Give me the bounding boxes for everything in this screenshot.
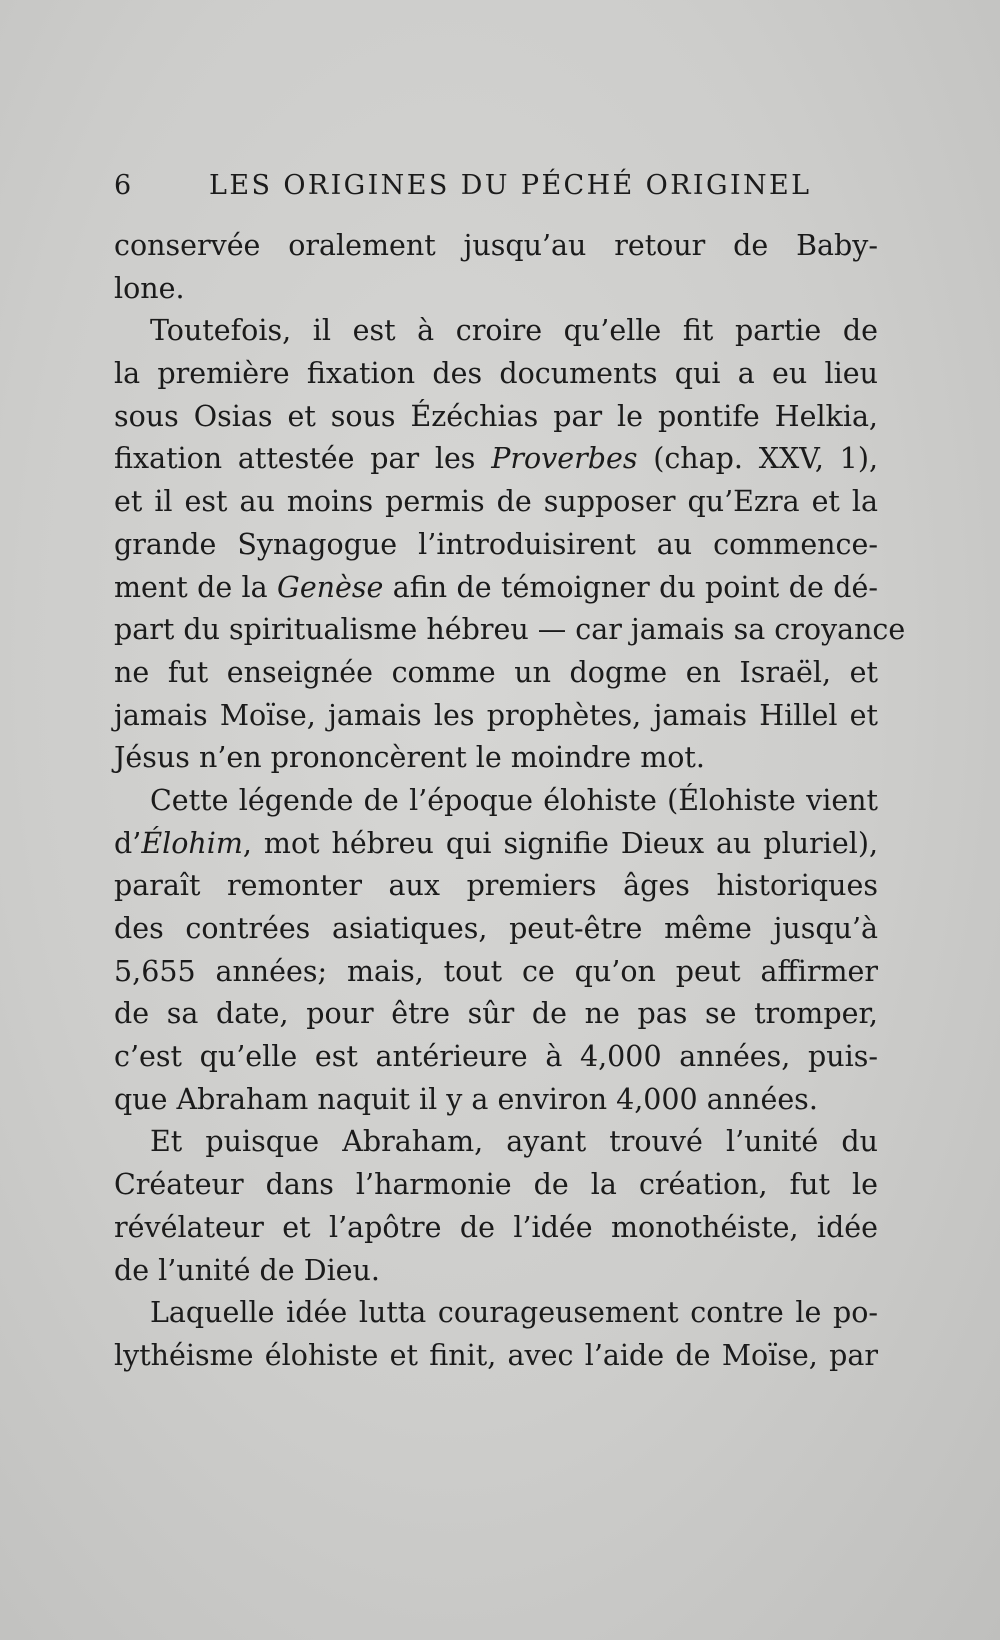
running-head xyxy=(114,170,874,210)
text-run: (chap. XXV, 1), xyxy=(637,442,878,476)
text-line: des contrées asiatiques, peut-être même jusqu’à xyxy=(114,912,878,945)
italic-title-genese: Genèse xyxy=(277,570,384,604)
text-line: Cette légende de l’époque élohiste (Élohiste vient xyxy=(150,783,878,817)
text-line: de l’unité de Dieu. xyxy=(114,1253,380,1287)
text-line: jamais Moïse, jamais les prophètes, jamais Hillel et xyxy=(114,698,878,732)
text-line: Laquelle idée lutta courageusement contre le po- xyxy=(150,1296,878,1330)
text-line: paraît remonter aux premiers âges historiques xyxy=(114,869,878,903)
text-line: Et puisque Abraham, ayant trouvé l’unité du xyxy=(150,1125,878,1159)
italic-title-proverbes: Proverbes xyxy=(491,442,638,476)
italic-word-elohim: Élohim xyxy=(141,826,243,860)
text-line: révélateur et l’apôtre de l’idée monothéiste, idée xyxy=(114,1210,878,1244)
running-title: LES ORIGINES DU PÉCHÉ ORIGINEL xyxy=(209,170,812,201)
text-run: ment de la xyxy=(114,570,278,604)
text-line: ne fut enseignée comme un dogme en Israël, et xyxy=(114,655,878,689)
text-line: et il est au moins permis de supposer qu’Ezra et la xyxy=(114,485,878,519)
text-run: , mot hébreu qui signifie Dieux au pluriel), xyxy=(242,826,878,860)
text-line: conservée oralement jusqu’au retour de Baby- xyxy=(114,229,878,262)
text-line: lythéisme élohiste et finit, avec l’aide de Moïse, par xyxy=(114,1338,878,1372)
text-line: part du spiritualisme hébreu — car jamais sa croyance xyxy=(114,613,906,647)
text-line: sous Osias et sous Ézéchias par le pontife Helkia, xyxy=(114,399,878,433)
text-line: Jésus n’en prononcèrent le moindre mot. xyxy=(114,741,705,775)
text-line: de sa date, pour être sûr de ne pas se tromper, xyxy=(114,997,878,1031)
body-text xyxy=(114,225,906,1378)
text-line: la première fixation des documents qui a eu lieu xyxy=(114,357,878,391)
text-line xyxy=(114,567,878,610)
text-run: fixation attestée par les xyxy=(114,442,492,476)
text-line xyxy=(114,438,878,481)
text-line xyxy=(114,823,878,866)
text-line: que Abraham naquit il y a environ 4,000 années. xyxy=(114,1082,818,1116)
text-line: Toutefois, il est à croire qu’elle fit partie de xyxy=(150,314,878,348)
text-line: c’est qu’elle est antérieure à 4,000 années, puis- xyxy=(114,1040,878,1074)
text-run: d’ xyxy=(114,826,142,860)
text-line: 5,655 années; mais, tout ce qu’on peut affirmer xyxy=(114,954,878,988)
text-run: afin de témoigner du point de dé- xyxy=(383,570,878,604)
text-line: grande Synagogue l’introduisirent au commence- xyxy=(114,527,878,561)
page-number: 6 xyxy=(114,170,134,201)
text-line: Créateur dans l’harmonie de la création, fut le xyxy=(114,1168,878,1202)
text-line: lone. xyxy=(114,271,185,305)
